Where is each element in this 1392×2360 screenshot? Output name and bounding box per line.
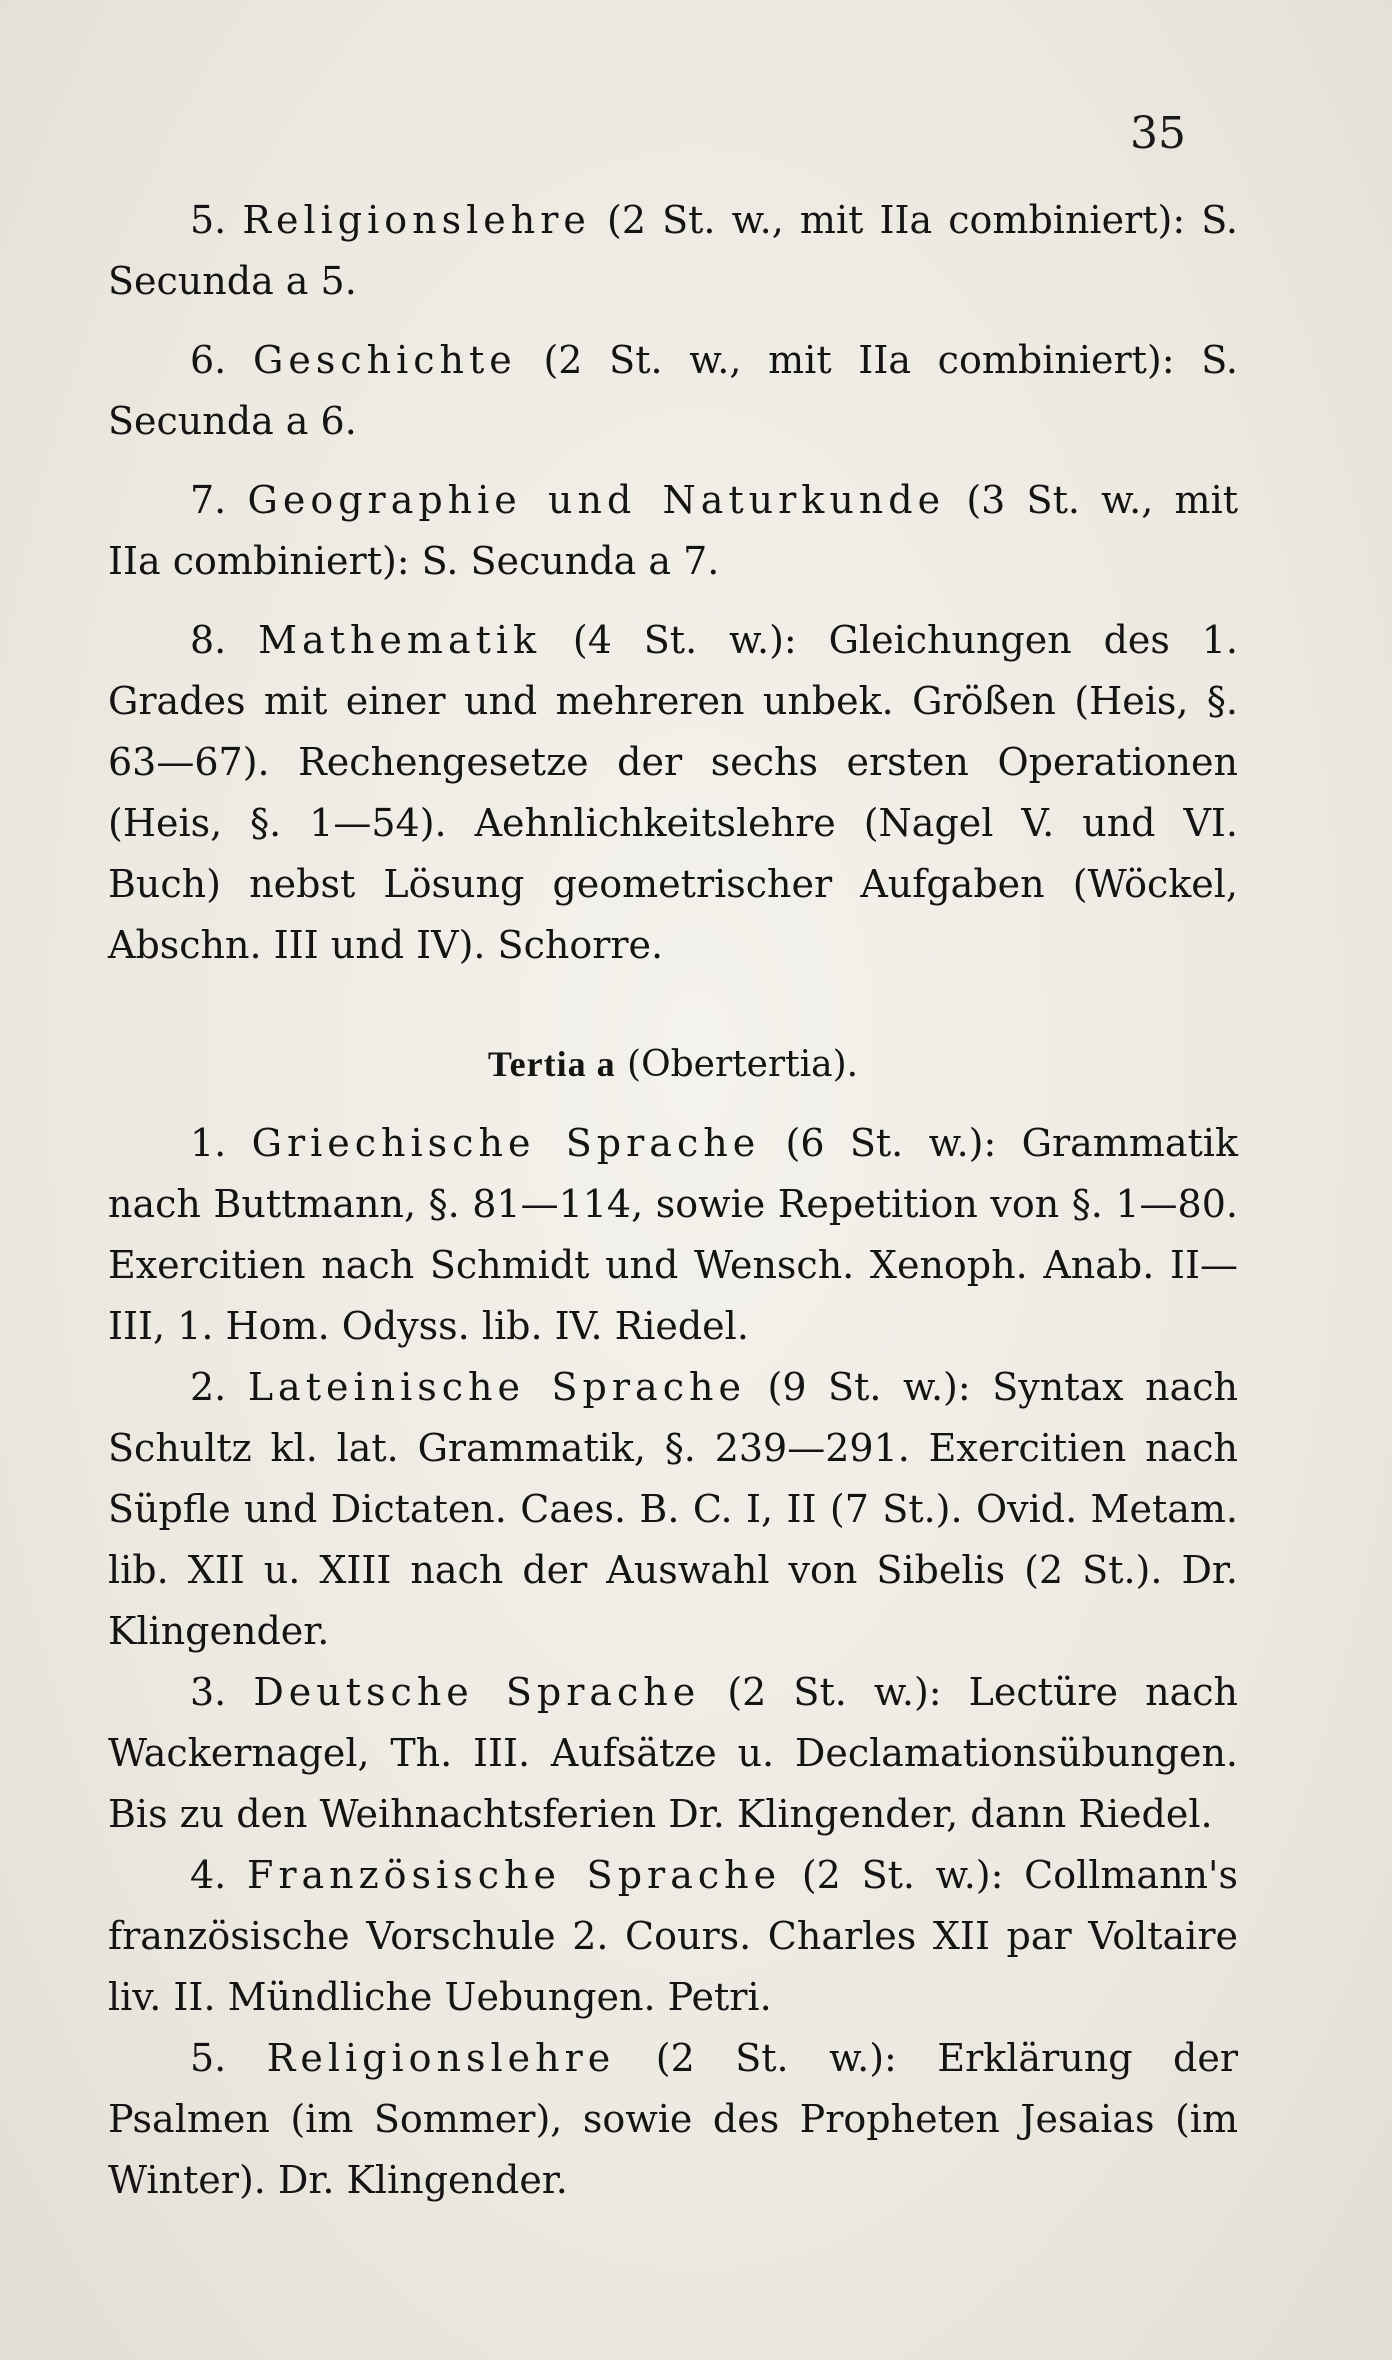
item-text: (2 St. w.): Collmann's französische Vorschule 2. Cours. Charles XII par Voltaire liv. II. Mündliche Uebungen. Petri.	[108, 1853, 1238, 2019]
item-number: 7.	[190, 478, 227, 522]
item-subject: Griechische Sprache	[251, 1121, 761, 1165]
page-number: 35	[1130, 108, 1186, 159]
item-text: (2 St. w.): Erklärung der Psalmen (im Sommer), sowie des Propheten Jesaias (im Winter). Dr. Klingender.	[108, 2036, 1238, 2202]
item-subject: Geographie und Naturkunde	[247, 478, 946, 522]
item-subject: Deutsche Sprache	[253, 1670, 701, 1714]
item-number: 3.	[190, 1670, 227, 1714]
item-text: (6 St. w.): Grammatik nach Buttmann, §. 81—114, sowie Repetition von §. 1—80. Exercitien nach Schmidt und Wensch. Xenoph. Anab. II—III, 1. Hom. Odyss. lib. IV. Riedel.	[108, 1121, 1238, 1348]
item-number: 8.	[190, 618, 227, 662]
item-number: 2.	[190, 1365, 227, 1409]
item-number: 5.	[190, 198, 227, 242]
list-item	[108, 190, 1238, 312]
item-subject: Mathematik	[258, 618, 542, 662]
item-number: 5.	[190, 2036, 227, 2080]
item-number: 1.	[190, 1121, 227, 1165]
list-item	[108, 1845, 1238, 2028]
item-subject: Französische Sprache	[247, 1853, 782, 1897]
item-subject: Lateinische Sprache	[247, 1365, 746, 1409]
item-text: (2 St. w., mit IIa combiniert): S. Secunda a 5.	[108, 198, 1238, 303]
section-heading	[108, 1034, 1238, 1095]
list-item	[108, 610, 1238, 976]
item-subject: Religionslehre	[242, 198, 591, 242]
list-item	[108, 330, 1238, 452]
item-subject: Religionslehre	[266, 2036, 616, 2080]
heading-main: Tertia a	[487, 1044, 616, 1084]
list-item	[108, 1113, 1238, 1357]
page-body	[108, 190, 1238, 2211]
item-text: (2 St. w., mit IIa combiniert): S. Secunda a 6.	[108, 338, 1238, 443]
item-text: (2 St. w.): Lectüre nach Wackernagel, Th. III. Aufsätze u. Declamationsübungen. Bis zu den Weihnachtsferien Dr. Klingender, dann Riedel.	[108, 1670, 1238, 1836]
item-number: 6.	[190, 338, 227, 382]
item-subject: Geschichte	[252, 338, 517, 382]
item-text: (3 St. w., mit IIa combiniert): S. Secunda a 7.	[108, 478, 1238, 583]
item-text: (9 St. w.): Syntax nach Schultz kl. lat. Grammatik, §. 239—291. Exercitien nach Süpfle und Dictaten. Caes. B. C. I, II (7 St.). Ovid. Metam. lib. XII u. XIII nach der Auswahl von Sibelis (2 St.). Dr. Klingender.	[108, 1365, 1238, 1653]
list-item	[108, 1357, 1238, 1662]
list-item	[108, 470, 1238, 592]
item-text: (4 St. w.): Gleichungen des 1. Grades mit einer und mehreren unbek. Größen (Heis, §. 63—67). Rechengesetze der sechs ersten Operationen (Heis, §. 1—54). Aehnlichkeitslehre (Nagel V. und VI. Buch) nebst Lösung geometrischer Aufgaben (Wöckel, Abschn. III und IV). Schorre.	[108, 618, 1238, 967]
list-item	[108, 1662, 1238, 1845]
item-number: 4.	[190, 1853, 227, 1897]
heading-sub: (Obertertia).	[627, 1044, 859, 1085]
list-item	[108, 2028, 1238, 2211]
